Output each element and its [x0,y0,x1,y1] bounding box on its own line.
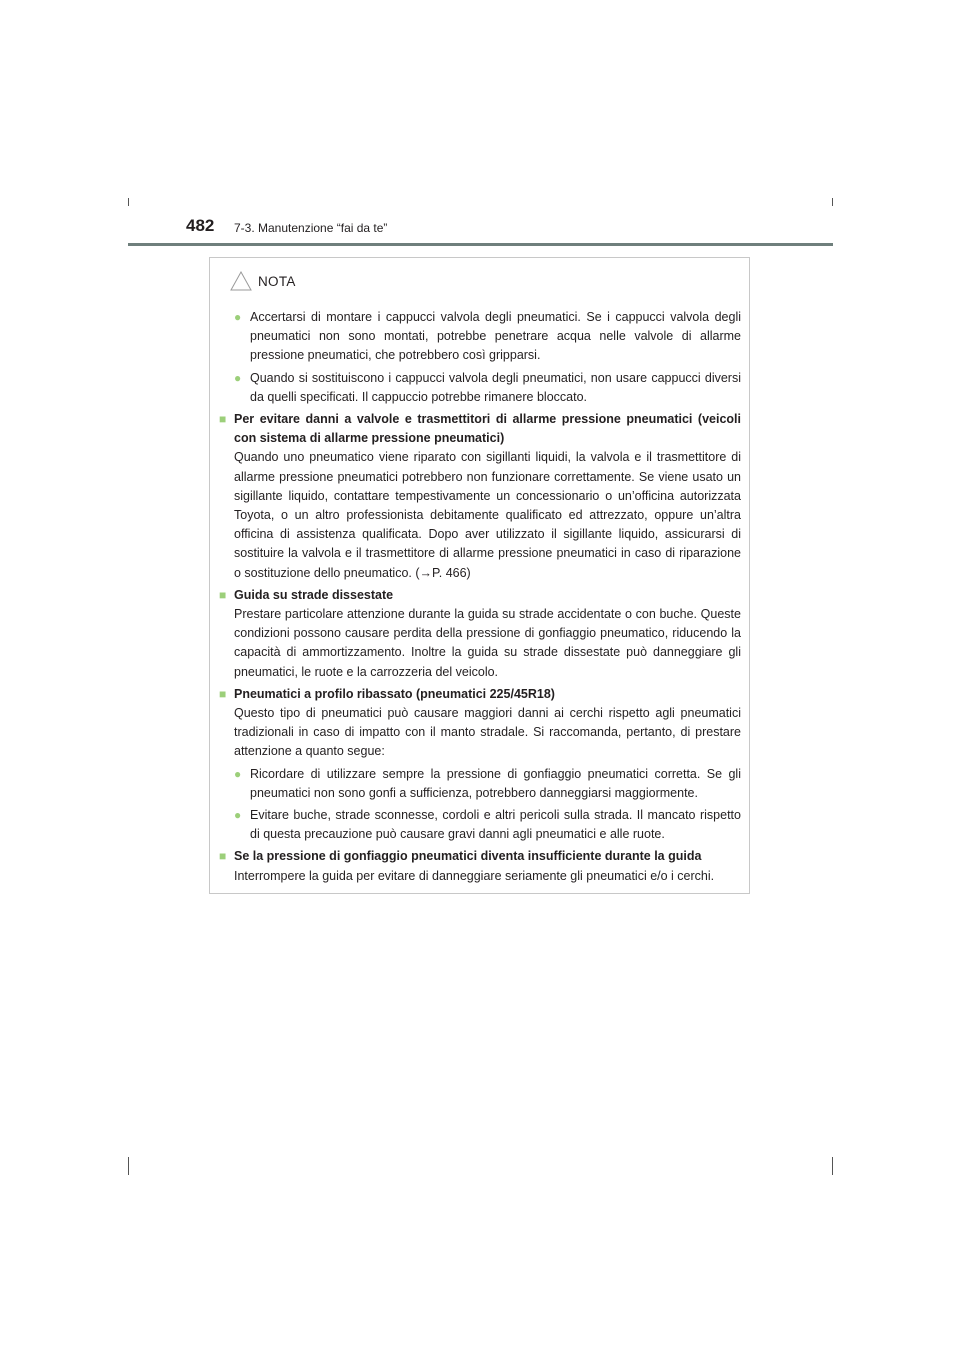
nota-title: NOTA [258,273,296,289]
list-item [218,308,741,366]
bullet-text: Accertarsi di montare i cappucci valvola degli pneumatici. Se i cappucci valvola degli pneumatici non sono montati, potrebbe penetrare acqua nelle valvole di allarme pressione pneumatici, che potrebbero così gripparsi. [250,310,741,363]
section-heading [218,847,741,866]
crop-mark-bottom-left [128,1157,129,1175]
bullet-text: Quando si sostituiscono i cappucci valvola degli pneumatici, non usare cappucci diversi da quelli specificati. Il cappuccio potrebbe rimanere bloccato. [250,370,741,404]
list-item [218,369,741,407]
square-bullet-icon: ■ [219,686,227,701]
section-body: Interrompere la guida per evitare di danneggiare seriamente gli pneumatici e/o i cerchi. [234,868,715,883]
section-heading [218,586,741,605]
square-bullet-icon: ■ [219,849,227,864]
section-heading-text: Per evitare danni a valvole e trasmettitori di allarme pressione pneumatici (veicoli con sistema di allarme pressione pneumatici) [234,412,741,446]
section-heading-text: Guida su strade dissestate [234,587,394,602]
bullet-text: Ricordare di utilizzare sempre la pressione di gonfiaggio pneumatici corretta. Se gli pneumatici non sono gonfi a sufficienza, potrebbero danneggiarsi maggiormente. [250,766,741,800]
bullet-circle-icon: ● [234,370,242,385]
square-bullet-icon: ■ [219,587,227,602]
section-body: Quando uno pneumatico viene riparato con sigillanti liquidi, la valvola e il trasmettitore di allarme pressione pneumatici potrebbero non funzionare correttamente. Se viene usato un sigillante liquido, contattare tempestivamente un concessionario o un’officina autorizzata Toyota, o un altro professionista debitamente qualificato ed attrezzato, oppure un’altra officina di assistenza qualificata. Dopo aver utilizzato il sigillante liquido, assicurarsi di sostituire la valvola e il trasmettitore di allarme pressione pneumatici in caso di riparazione o sostituzione dello pneumatico. (→P. 466) [234,450,741,580]
crop-mark-top-left [128,198,129,206]
section-body: Prestare particolare attenzione durante la guida su strade accidentate o con buche. Queste condizioni possono causare perdita della pressione di gonfiaggio pneumatico, riducendo la capacità di ammortizzamento. Inoltre la guida su strade dissestate può danneggiare gli pneumatici, le ruote e la carrozzeria del veicolo. [234,607,741,679]
nota-content [218,308,741,886]
header-divider [128,243,833,246]
bullet-circle-icon: ● [234,766,242,781]
section-heading [218,685,741,704]
warning-triangle-icon [230,271,252,291]
list-item [218,806,741,844]
page-number: 482 [186,216,215,235]
nota-header [230,266,741,296]
section-heading [218,410,741,448]
bullet-circle-icon: ● [234,808,242,823]
section-heading-text: Pneumatici a profilo ribassato (pneumatici 225/45R18) [234,686,555,701]
bullet-circle-icon: ● [234,310,242,324]
bullet-text: Evitare buche, strade sconnesse, cordoli e altri pericoli sulla strada. Il mancato rispetto di questa precauzione può causare gravi danni agli pneumatici e alle ruote. [250,808,741,842]
crop-mark-top-right [832,198,833,206]
list-item [218,765,741,803]
square-bullet-icon: ■ [219,412,227,427]
section-heading-text: Se la pressione di gonfiaggio pneumatici diventa insufficiente durante la guida [234,849,702,864]
section-body: Questo tipo di pneumatici può causare maggiori danni ai cerchi rispetto agli pneumatici tradizionali in caso di impatto con il manto stradale. Si raccomanda, pertanto, di prestare attenzione a quanto segue: [234,706,741,759]
crop-mark-bottom-right [832,1157,833,1175]
section-title: 7-3. Manutenzione “fai da te” [234,221,388,235]
nota-box [209,257,750,894]
